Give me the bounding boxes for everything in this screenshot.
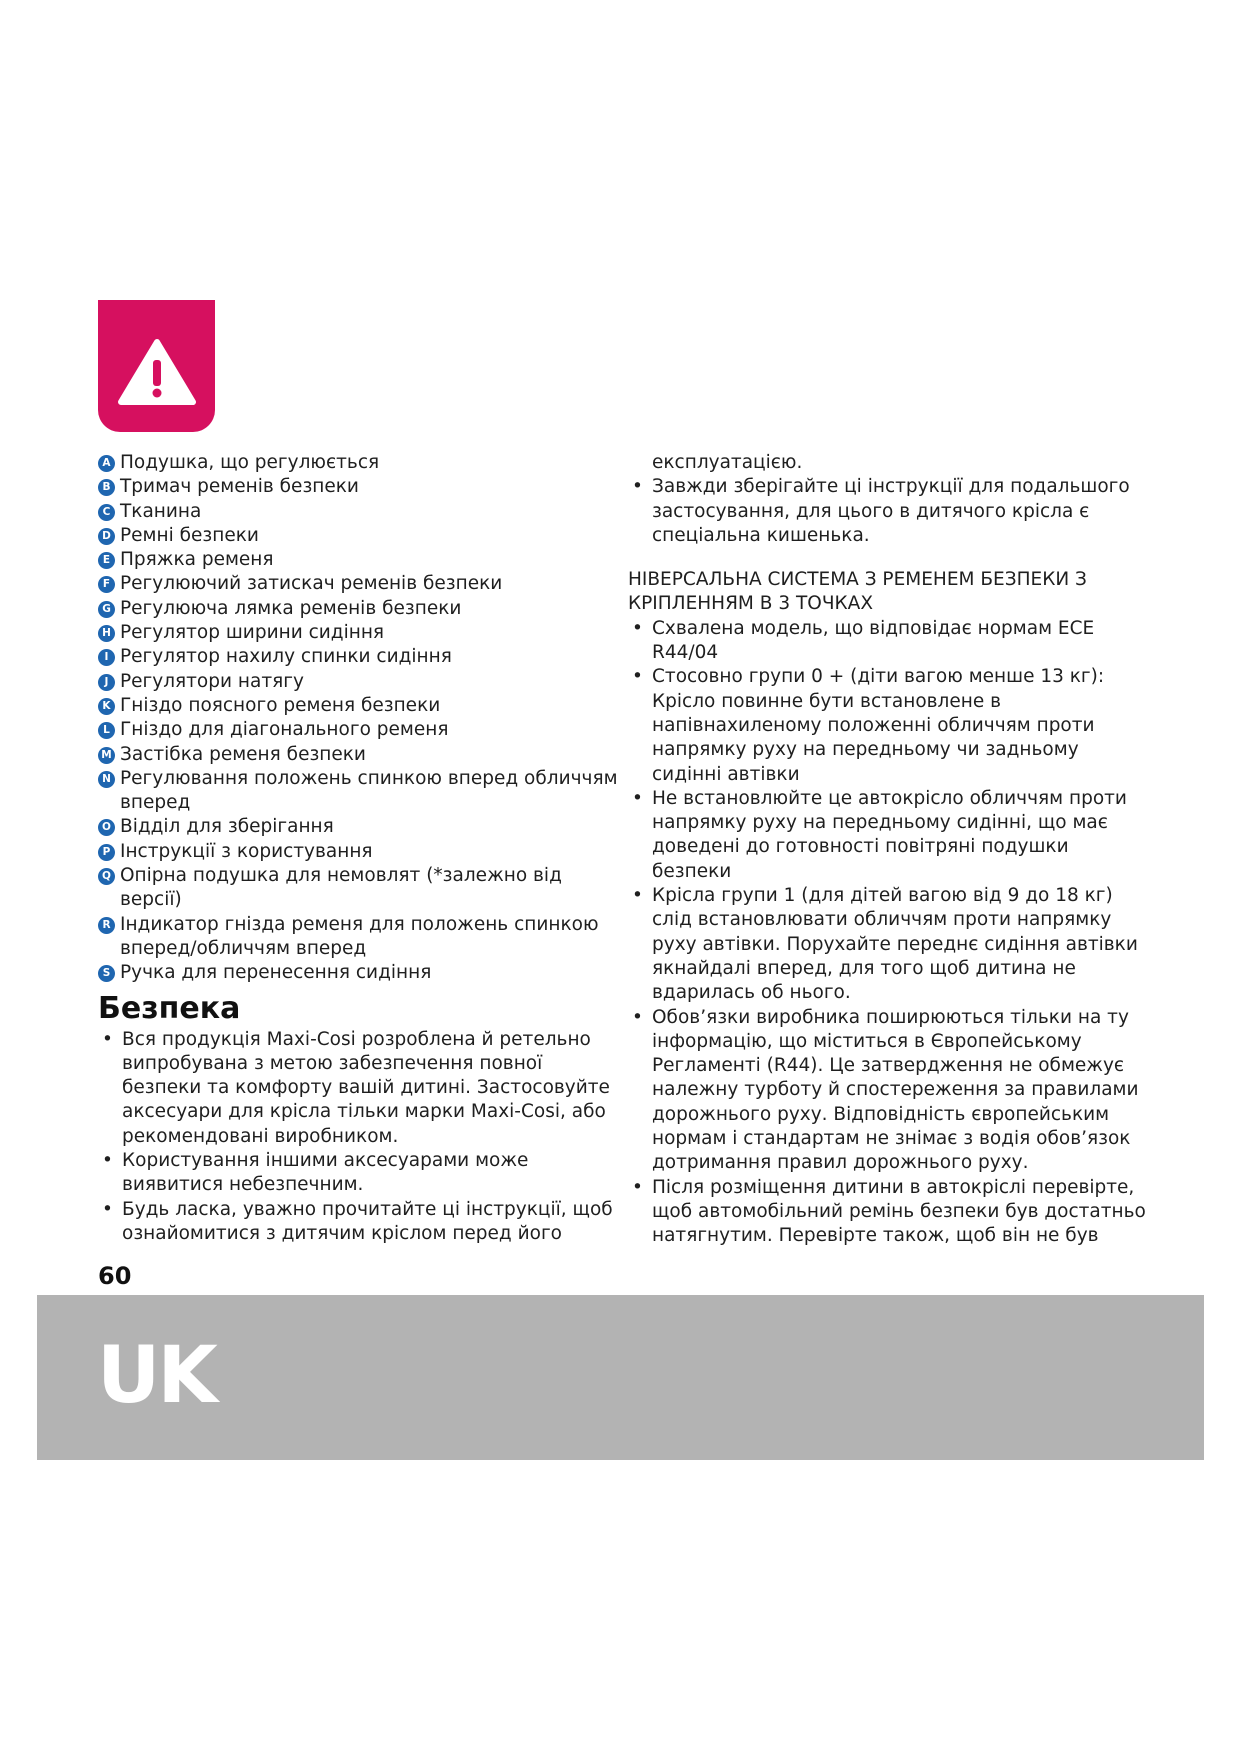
legend-letter-badge: K [98,698,115,715]
legend-item [98,694,618,718]
legend-item [98,500,618,524]
legend-text: Регулятор ширини сидіння [120,622,385,644]
legend-letter-badge: M [98,747,115,764]
legend-letter-badge: S [98,965,115,982]
legend-item [98,524,618,548]
legend-item [98,815,618,839]
legend-letter-badge: P [98,844,115,861]
storage-bullets [628,475,1148,548]
legend-text: Гніздо для діагонального ременя [120,719,449,741]
legend-text: Гніздо поясного ременя безпеки [120,694,441,716]
legend-text: Застібка ременя безпеки [120,743,366,765]
legend-item [98,864,618,913]
language-code: UK [97,1331,215,1421]
legend-text: Індикатор гнізда ременя для положень спинкою вперед/обличчям вперед [120,913,599,959]
bullet-item: • Завжди зберігайте ці інструкції для подальшого застосування, для цього в дитячого крісла є спеціальна кишенька. [628,475,1148,548]
language-band [37,1295,1204,1460]
approval-bullets [628,617,1148,1249]
legend-letter-badge: F [98,576,115,593]
warning-triangle-icon [117,338,197,406]
legend-letter-badge: R [98,917,115,934]
legend-letter-badge: E [98,552,115,569]
legend-text: Тримач ременів безпеки [120,476,359,498]
legend-letter-badge: J [98,674,115,691]
legend-letter-badge: Q [98,868,115,885]
bullet-item: • Стосовно групи 0 + (діти вагою менше 13 кг): Крісло повинне бути встановлене в напівнахиленому положенні обличчям проти напрямку руху на передньому чи задньому сидінні автівки [628,665,1148,786]
legend-item [98,572,618,596]
legend-text: Пряжка ременя [120,549,274,571]
legend-item [98,767,618,816]
legend-text: Подушка, що регулюється [120,452,380,473]
legend-text: Ремні безпеки [120,524,259,546]
legend-text: Регулятор нахилу спинки сидіння [120,646,452,668]
bullet-item: • Після розміщення дитини в автокріслі перевірте, щоб автомобільний ремінь безпеки був достатньо натягнутим. Перевірте також, щоб він не був [628,1176,1148,1249]
legend-item [98,670,618,694]
legend-letter-badge: I [98,649,115,666]
bullet-item: • Вся продукція Maxi-Cosi розроблена й ретельно випробувана з метою забезпечення повної безпеки та комфорту вашій дитині. Застосовуйте аксесуари для крісла тільки марки Maxi-Cosi, або рекомендовані виробником. [98,1028,618,1149]
legend-item [98,548,618,572]
warning-tab [98,300,215,432]
bullet-item: • Не встановлюйте це автокрісло обличчям проти напрямку руху на передньому сидінні, що має доведені до готовності повітряні подушки безпеки [628,787,1148,884]
page-number: 60 [98,1262,132,1290]
legend-item [98,961,618,985]
legend-text: Ручка для перенесення сидіння [120,962,432,984]
legend-text: Регулююча лямка ременів безпеки [120,597,462,619]
legend-text: Регулятори натягу [120,670,304,692]
legend-letter-badge: O [98,819,115,836]
bullet-item: • Крісла групи 1 (для дітей вагою від 9 до 18 кг) слід встановлювати обличчям проти напрямку руху автівки. Порухайте переднє сидіння автівки якнайдалі вперед, для того щоб дитина не вдарилась об нього. [628,884,1148,1005]
legend-item [98,475,618,499]
legend-item [98,597,618,621]
legend-letter-badge: L [98,722,115,739]
bullet-item: • Користування іншими аксесуарами може виявитися небезпечним. [98,1149,618,1198]
legend-item [98,913,618,962]
safety-bullets [98,1028,618,1247]
legend-item [98,621,618,645]
legend-text: Інструкції з користування [120,840,373,862]
legend-text: Відділ для зберігання [120,816,334,838]
continuation-text: експлуатацією. [652,452,803,473]
legend-item [98,718,618,742]
legend-item [98,645,618,669]
universal-system-subheading: НІВЕРСАЛЬНА СИСТЕМА З РЕМЕНЕМ БЕЗПЕКИ З КРІПЛЕННЯМ В 3 ТОЧКАХ [628,569,1087,615]
legend-text: Тканина [120,500,202,522]
legend-text: Регулювання положень спинкою вперед обличчям вперед [120,767,618,814]
legend-text: Опірна подушка для немовлят (*залежно від версії) [120,865,562,911]
left-column [98,451,618,1246]
legend-letter-badge: G [98,601,115,618]
right-column [628,451,1148,1249]
legend-letter-badge: B [98,479,115,496]
legend-letter-badge: D [98,528,115,545]
bullet-item: • Обов’язки виробника поширюються тільки на ту інформацію, що міститься в Європейському Регламенті (R44). Це затвердження не обмежує належну турботу й спостереження за правилами дорожнього руху. Відповідність європейським нормам і стандартам не знімає з водія обов’язок дотримання правил дорожнього руху. [628,1006,1148,1176]
bullet-item: • Будь ласка, уважно прочитайте ці інструкції, щоб ознайомитися з дитячим кріслом перед його [98,1198,618,1247]
legend-letter-badge: C [98,504,115,521]
legend-item [98,743,618,767]
legend-letter-badge: H [98,625,115,642]
safety-heading: Безпека [98,990,241,1026]
legend-item [98,451,618,475]
legend-letter-badge: A [98,455,115,472]
legend-letter-badge: N [98,771,115,788]
parts-legend [98,451,618,986]
legend-text: Регулюючий затискач ременів безпеки [120,573,503,595]
bullet-item: • Схвалена модель, що відповідає нормам ECE R44/04 [628,617,1148,666]
legend-item [98,840,618,864]
